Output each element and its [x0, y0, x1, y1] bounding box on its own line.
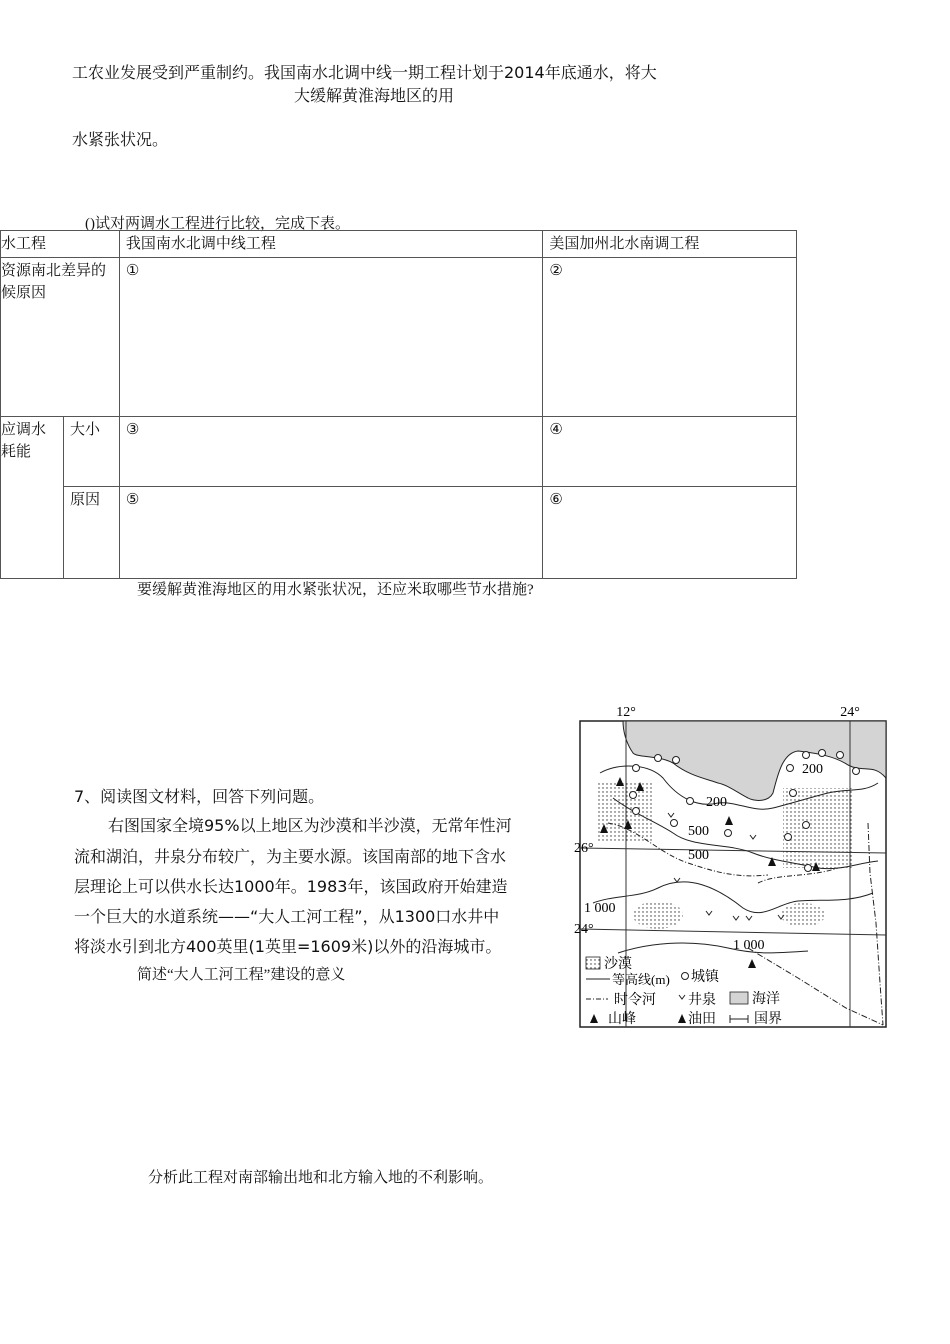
sub-label-size: 大小: [63, 417, 119, 487]
legend-ocean: 海洋: [752, 992, 780, 1007]
town-marker: [655, 755, 662, 762]
q7-para-line: 层理论上可以供水长达1000年。1983年，该国政府开始建造: [74, 877, 508, 896]
header-china: 我国南水北调中线工程: [119, 231, 542, 258]
town-marker: [785, 834, 792, 841]
town-marker: [853, 768, 860, 775]
contour-label: 200: [802, 762, 823, 777]
row-label-energy: [1, 417, 64, 579]
table-header-row: [1, 231, 797, 258]
q2-prompt: 要缓解黄淮海地区的用水紧张状况，还应米取哪些节水措施?: [137, 582, 534, 598]
intro-line-3: 水紧张状况。: [72, 130, 169, 149]
q7-para-line: 右图国家全境95%以上地区为沙漠和半沙漠，无常年性河: [108, 816, 512, 835]
answer-cell-6[interactable]: ⑥: [543, 487, 797, 579]
row-label-climate: [1, 258, 120, 417]
comparison-table: [0, 230, 797, 579]
lon-label: 12°: [616, 705, 636, 720]
desert-area: [781, 903, 825, 927]
town-marker: [633, 808, 640, 815]
q7-para-line: 将淡水引到北方400英里(1英里=1609米)以外的沿海城市。: [74, 937, 502, 956]
answer-cell-5[interactable]: ⑤: [119, 487, 542, 579]
legend-river: 时令河: [614, 993, 656, 1008]
town-marker: [630, 792, 637, 799]
legend-border: 国界: [754, 1012, 782, 1027]
town-marker: [819, 750, 826, 757]
contour-label: 1 000: [584, 901, 616, 916]
sub-label-reason: 原因: [63, 487, 119, 579]
legend-ocean-swatch: [730, 992, 748, 1004]
q7-sub2: 分析此工程对南部输出地和北方输入地的不利影响。: [148, 1170, 494, 1186]
town-marker: [787, 765, 794, 772]
legend-town: 城镇: [691, 970, 719, 985]
town-marker: [671, 820, 678, 827]
contour-label: 1 000: [733, 938, 765, 953]
legend-desert: 沙漠: [604, 957, 632, 972]
q7-para-line: 一个巨大的水道系统——“大人工河工程”，从1300口水井中: [74, 907, 500, 926]
lon-label: 24°: [840, 705, 860, 720]
intro-line-2: 大缓解黄淮海地区的用: [294, 86, 455, 105]
town-marker: [687, 798, 694, 805]
lat-label: 24°: [574, 922, 594, 937]
contour-label: 500: [688, 848, 709, 863]
answer-cell-3[interactable]: ③: [119, 417, 542, 487]
answer-cell-2[interactable]: ②: [543, 258, 797, 417]
q7-para-line: 流和湖泊，井泉分布较广，为主要水源。该国南部的地下含水: [74, 847, 507, 866]
town-marker: [805, 865, 812, 872]
header-usa: 美国加州北水南调工程: [543, 231, 797, 258]
row-label-line: 候原因: [1, 285, 47, 301]
town-marker: [803, 752, 810, 759]
legend-well: 井泉: [688, 993, 716, 1008]
legend-oilfield: 油田: [688, 1012, 716, 1027]
desert-area: [633, 901, 683, 929]
row-label-line: 资源南北差异的: [1, 263, 107, 279]
answer-cell-1[interactable]: ①: [119, 258, 542, 417]
table-row: [1, 258, 797, 417]
town-marker: [673, 757, 680, 764]
answer-cell-4[interactable]: ④: [543, 417, 797, 487]
q1-prompt: ()试对两调水工程进行比较，完成下表。: [85, 216, 350, 232]
q7-title: 7、阅读图文材料，回答下列问题。: [74, 787, 325, 806]
lat-label: 26°: [574, 841, 594, 856]
desert-area: [783, 788, 853, 868]
town-marker: [837, 752, 844, 759]
legend-peak: 山峰: [608, 1012, 636, 1027]
row-label-line: 耗能: [1, 444, 32, 460]
row-label-line: 应调水: [1, 422, 47, 438]
town-marker: [790, 790, 797, 797]
header-project: 水工程: [1, 231, 120, 258]
q7-sub1: 简述“大人工河工程”建设的意义: [137, 967, 346, 983]
table-row: [1, 487, 797, 579]
town-marker: [633, 765, 640, 772]
legend-contour: 等高线(m): [612, 972, 670, 987]
legend-town-swatch: [682, 973, 689, 980]
town-marker: [803, 822, 810, 829]
contour-label: 500: [688, 824, 709, 839]
country-map: [574, 703, 888, 1028]
desert-area: [598, 783, 653, 843]
legend-desert-swatch: [586, 957, 600, 969]
contour-label: 200: [706, 795, 727, 810]
town-marker: [725, 830, 732, 837]
table-row: [1, 417, 797, 487]
intro-line-1: 工农业发展受到严重制约。我国南水北调中线一期工程计划于2014年底通水，将大: [72, 63, 657, 82]
